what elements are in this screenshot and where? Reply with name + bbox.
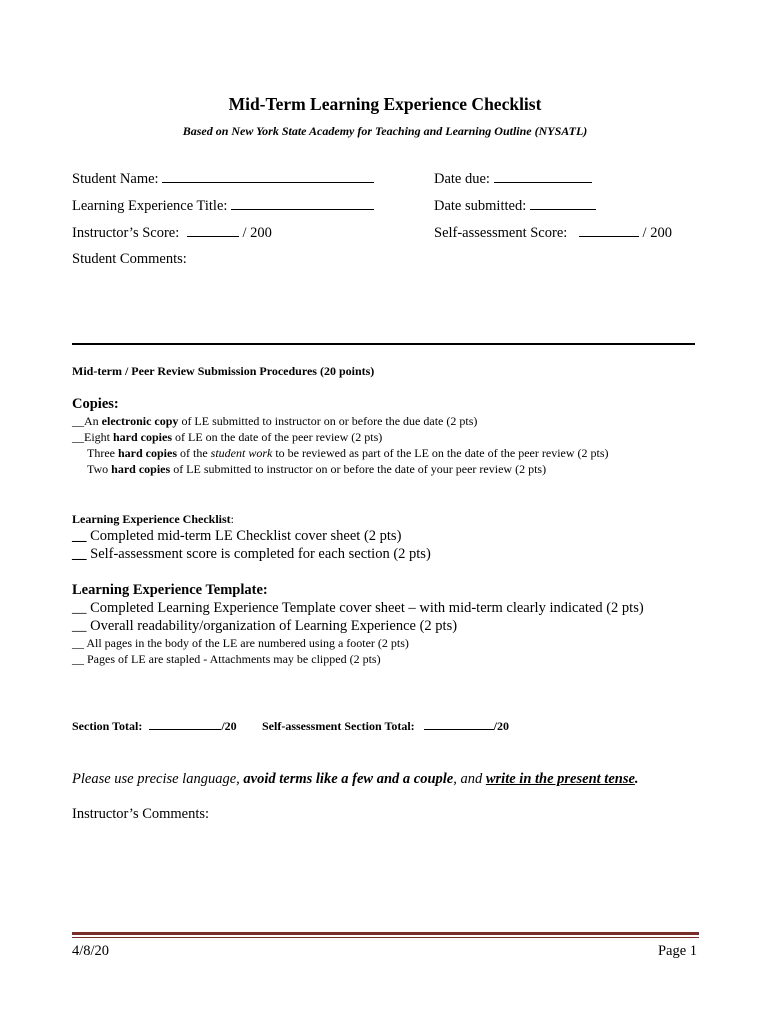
date-submitted-input[interactable] — [530, 197, 596, 210]
section-heading: Mid-term / Peer Review Submission Procedures (20 points) — [72, 364, 375, 378]
page-subtitle: Based on New York State Academy for Teaching and Learning Outline (NYSATL) — [182, 124, 588, 138]
date-submitted-field — [434, 197, 596, 215]
copies-item: __An electronic copy of LE submitted to instructor on or before the due date (2 pts) — [72, 414, 478, 428]
self-section-total-label: Self-assessment Section Total: — [262, 719, 415, 733]
self-score-total: / 200 — [642, 225, 672, 241]
template-item[interactable]: __ Overall readability/organization of Learning Experience (2 pts) — [72, 618, 458, 634]
copies-item: Two hard copies of LE submitted to instructor on or before the date of your peer review (2 pts) — [87, 462, 547, 476]
instructor-score-input[interactable] — [187, 224, 239, 237]
date-due-label: Date due: — [434, 171, 490, 187]
section-divider — [72, 343, 695, 345]
le-title-label: Learning Experience Title: — [72, 198, 228, 214]
template-heading: Learning Experience Template: — [72, 582, 268, 598]
self-score-label: Self-assessment Score: — [434, 225, 568, 241]
checkbox-blank[interactable]: __ — [72, 528, 87, 544]
checklist-item[interactable]: __ Self-assessment score is completed for each section (2 pts) — [72, 546, 431, 562]
copies-item: Three hard copies of the student work to be reviewed as part of the LE on the date of the peer review (2 pts) — [87, 446, 609, 460]
self-score-field — [434, 224, 672, 242]
template-item[interactable]: __ Pages of LE are stapled - Attachments may be clipped (2 pts) — [72, 652, 381, 666]
student-name-field — [72, 170, 374, 188]
checklist-heading: Learning Experience Checklist: — [72, 512, 234, 526]
student-name-input[interactable] — [162, 170, 374, 183]
template-item[interactable]: __ All pages in the body of the LE are numbered using a footer (2 pts) — [72, 636, 409, 650]
instructor-score-total: / 200 — [242, 225, 272, 241]
student-name-label: Student Name: — [72, 171, 159, 187]
student-comments-label: Student Comments: — [72, 251, 187, 267]
copies-heading: Copies: — [72, 396, 119, 412]
instructor-score-label: Instructor’s Score: — [72, 225, 180, 241]
template-item[interactable]: __ Completed Learning Experience Template cover sheet – with mid-term clearly indicated (2 pts) — [72, 600, 644, 616]
section-total-input[interactable] — [149, 717, 221, 730]
footer-rule-thin — [72, 937, 699, 938]
instructor-score-field — [72, 224, 272, 242]
self-section-total: Self-assessment Section Total: /20 — [262, 719, 510, 733]
instructor-comments-label: Instructor’s Comments: — [72, 806, 210, 822]
language-note: Please use precise language, avoid terms like a few and a couple, and write in the present tense. — [72, 771, 639, 787]
le-title-input[interactable] — [231, 197, 374, 210]
date-submitted-label: Date submitted: — [434, 198, 527, 214]
le-title-field — [72, 197, 374, 215]
section-total-label: Section Total: — [72, 719, 143, 733]
section-total: Section Total: /20 — [72, 719, 237, 733]
checkbox-blank[interactable]: __ — [72, 546, 87, 562]
checklist-item[interactable]: __ Completed mid-term LE Checklist cover sheet (2 pts) — [72, 528, 402, 544]
copies-item: __Eight hard copies of LE on the date of the peer review (2 pts) — [72, 430, 383, 444]
page-title: Mid-Term Learning Experience Checklist — [228, 94, 542, 114]
date-due-input[interactable] — [494, 170, 592, 183]
footer-rule — [72, 932, 699, 935]
self-score-input[interactable] — [579, 224, 639, 237]
page-number: Page 1 — [657, 943, 697, 959]
footer-date: 4/8/20 — [72, 943, 110, 959]
date-due-field — [434, 170, 592, 188]
self-section-total-input[interactable] — [424, 717, 494, 730]
